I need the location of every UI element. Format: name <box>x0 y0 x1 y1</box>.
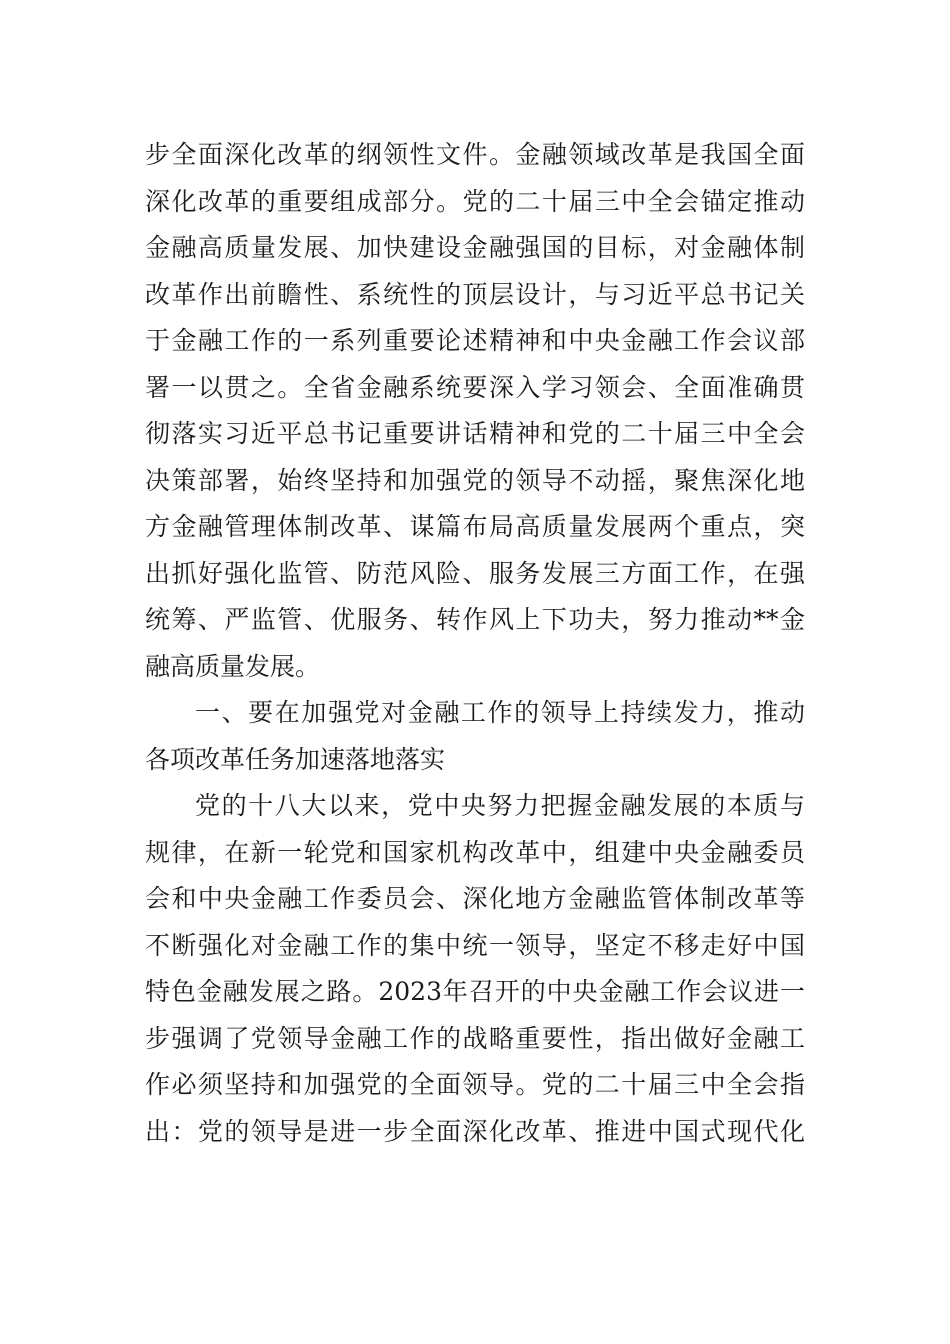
section-heading-line: 各项改革任务加速落地落实 <box>145 744 446 774</box>
section-heading-line: 一、要在加强党对金融工作的领导上持续发力，推动 <box>195 698 805 727</box>
text-line: 深化改革的重要组成部分。党的二十届三中全会锚定推动 <box>145 186 805 216</box>
body-text <box>145 132 805 1155</box>
text-line: 彻落实习近平总书记重要讲话精神和党的二十届三中全会 <box>145 419 805 448</box>
text-line: 党的十八大以来，党中央努力把握金融发展的本质与 <box>195 791 805 820</box>
text-line: 统筹、严监管、优服务、转作风上下功夫，努力推动**金 <box>145 605 805 634</box>
text-line: 特色金融发展之路。2023年召开的中央金融工作会议进一 <box>145 977 805 1006</box>
text-line: 出：党的领导是进一步全面深化改革、推进中国式现代化 <box>145 1116 805 1146</box>
text-line: 步全面深化改革的纲领性文件。金融领域改革是我国全面 <box>145 140 805 169</box>
text-line: 改革作出前瞻性、系统性的顶层设计，与习近平总书记关 <box>145 279 805 309</box>
text-line: 决策部署，始终坚持和加强党的领导不动摇，聚焦深化地 <box>145 465 805 495</box>
text-line: 会和中央金融工作委员会、深化地方金融监管体制改革等 <box>145 884 805 913</box>
text-line: 署一以贯之。全省金融系统要深入学习领会、全面准确贯 <box>145 372 805 402</box>
text-line: 出抓好强化监管、防范风险、服务发展三方面工作，在强 <box>145 558 805 588</box>
text-line: 融高质量发展。 <box>145 651 321 681</box>
text-line: 方金融管理体制改革、谋篇布局高质量发展两个重点，突 <box>145 512 805 541</box>
text-line: 于金融工作的一系列重要论述精神和中央金融工作会议部 <box>145 326 805 355</box>
text-line: 不断强化对金融工作的集中统一领导，坚定不移走好中国 <box>145 930 805 960</box>
text-line: 作必须坚持和加强党的全面领导。党的二十届三中全会指 <box>145 1070 805 1099</box>
text-line: 金融高质量发展、加快建设金融强国的目标，对金融体制 <box>145 233 805 262</box>
text-line: 步强调了党领导金融工作的战略重要性，指出做好金融工 <box>145 1023 805 1053</box>
text-line: 规律，在新一轮党和国家机构改革中，组建中央金融委员 <box>145 837 805 867</box>
